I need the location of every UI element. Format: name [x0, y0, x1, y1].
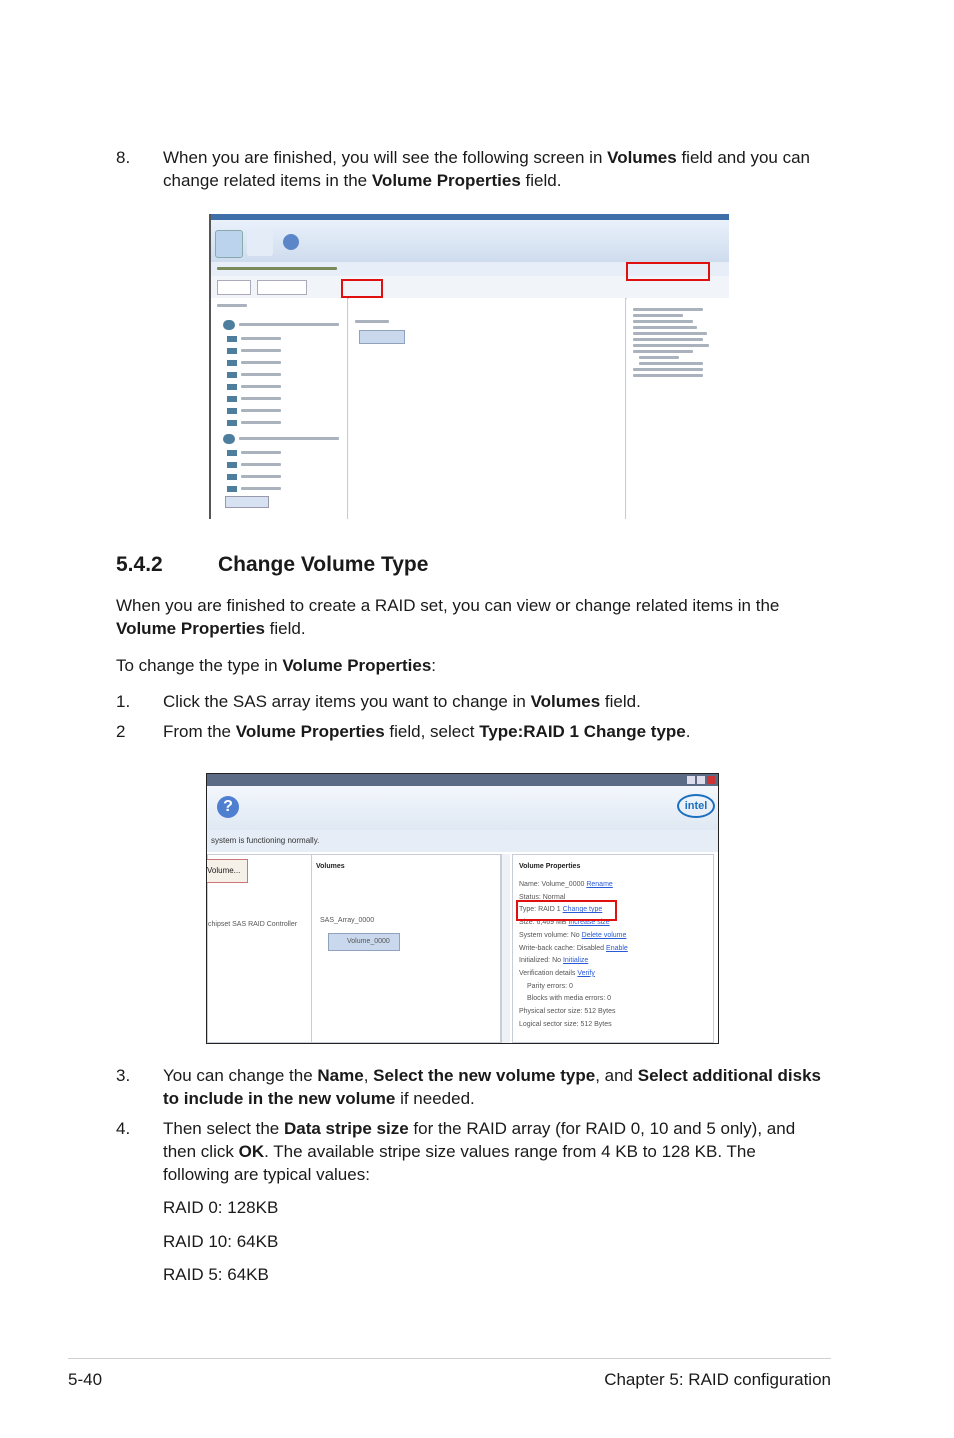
- array-label: SAS_Array_0000: [320, 917, 375, 924]
- step-number: 3.: [116, 1066, 131, 1085]
- step-number: 4.: [116, 1119, 131, 1138]
- property-row: [519, 1008, 616, 1015]
- property-link[interactable]: Delete volume: [581, 931, 627, 939]
- page-number: 5-40: [68, 1370, 103, 1389]
- property-label: Size: 6,469 MB: [519, 919, 567, 927]
- property-label: System volume: No: [519, 931, 580, 939]
- status-strip: [207, 830, 718, 852]
- raid-value: RAID 0: 128KB: [163, 1198, 279, 1217]
- section-number: 5.4.2: [116, 553, 163, 576]
- property-row: [519, 1021, 612, 1028]
- property-row: [519, 970, 595, 977]
- volume-properties-highlight-box: [626, 262, 710, 281]
- property-row: [527, 995, 611, 1002]
- property-label: Name: Volume_0000: [519, 881, 585, 888]
- raid-value: RAID 5: 64KB: [163, 1265, 269, 1284]
- preferences-icon: [247, 230, 273, 256]
- volume-properties-pane: [512, 854, 714, 1043]
- step-8-text: When you are finished, you will see the following screen in Volumes field and you can change related items in the Volume Properties field.: [163, 148, 810, 190]
- toolbar: [211, 220, 729, 263]
- volume-properties-pane: [627, 298, 729, 519]
- step-number: 2: [116, 722, 126, 741]
- volumes-highlight-box: [341, 279, 383, 298]
- property-label: Physical sector size: 512 Bytes: [519, 1008, 616, 1015]
- rescan-button: [217, 280, 251, 295]
- screenshot-change-type: [206, 773, 719, 1044]
- property-label: Parity errors: 0: [527, 982, 573, 990]
- property-label: Status: Normal: [519, 893, 566, 901]
- property-link[interactable]: Enable: [606, 944, 628, 952]
- volume-item: Volume_0000: [328, 933, 400, 951]
- devices-pane: [211, 298, 348, 519]
- property-link[interactable]: Change type: [562, 906, 603, 914]
- header-area: [207, 786, 718, 830]
- property-row: [519, 957, 588, 964]
- step-2-text: From the Volume Properties field, select Type:RAID 1 Change type.: [163, 722, 691, 741]
- property-link[interactable]: Initialize: [562, 957, 589, 965]
- intel-logo: intel: [677, 794, 715, 818]
- window-title-bar: [207, 774, 718, 786]
- property-link[interactable]: Rename: [586, 881, 613, 888]
- change-type-highlight-box: [516, 900, 617, 921]
- help-icon: ?: [217, 796, 239, 818]
- property-label: Initialized: No: [519, 957, 562, 965]
- raid-value: RAID 10: 64KB: [163, 1232, 279, 1251]
- close-icon: [707, 776, 715, 784]
- property-row: [519, 881, 613, 888]
- property-link[interactable]: Verify: [577, 969, 595, 977]
- property-label: Write-back cache: Disabled: [519, 944, 605, 952]
- step-4-text: Then select the Data stripe size for the RAID array (for RAID 0, 10 and 5 only), and then click OK. The available stripe size values range from 4 KB to 128 KB. The following are typical values:: [163, 1119, 796, 1184]
- property-label: Verification details: [519, 969, 576, 977]
- step-number: 8.: [116, 148, 131, 167]
- step-number: 1.: [116, 692, 131, 711]
- help-icon: [283, 234, 299, 250]
- property-row: [527, 983, 573, 990]
- minimize-icon: [687, 776, 695, 784]
- maximize-icon: [697, 776, 705, 784]
- intro-paragraph: When you are finished to create a RAID set, you can view or change related items in the Volume Properties field.: [116, 596, 780, 638]
- controller-label: chipset SAS RAID Controller: [208, 921, 298, 928]
- property-row: [519, 932, 626, 939]
- volumes-header: Volumes: [316, 863, 345, 870]
- volumes-pane: [311, 854, 501, 1043]
- property-label: Blocks with media errors: 0: [527, 995, 612, 1003]
- step-3-text: You can change the Name, Select the new volume type, and Select additional disks to include in the new volume if needed.: [163, 1066, 822, 1108]
- screenshot-volumes-field: [209, 214, 729, 519]
- step-1-text: Click the SAS array items you want to change in Volumes field.: [163, 692, 641, 711]
- create-volume-button: Volume...: [206, 859, 248, 883]
- property-row: [519, 945, 628, 952]
- property-label: Type: RAID 1: [519, 906, 561, 914]
- status-text: system is functioning normally.: [211, 836, 320, 845]
- property-label: Logical sector size: 512 Bytes: [519, 1020, 612, 1028]
- scrollbar: [501, 854, 510, 1043]
- property-link[interactable]: Increase size: [568, 919, 610, 927]
- section-title: Change Volume Type: [218, 553, 429, 576]
- volume-properties-title: Volume Properties: [519, 863, 581, 870]
- home-icon: [215, 230, 243, 258]
- volumes-pane: [349, 298, 626, 519]
- chapter-title: Chapter 5: RAID configuration: [604, 1370, 831, 1389]
- footer-rule: [68, 1358, 831, 1359]
- create-volume-button: [257, 280, 307, 295]
- devices-pane: [207, 854, 313, 1043]
- to-change-paragraph: To change the type in Volume Properties:: [116, 656, 437, 675]
